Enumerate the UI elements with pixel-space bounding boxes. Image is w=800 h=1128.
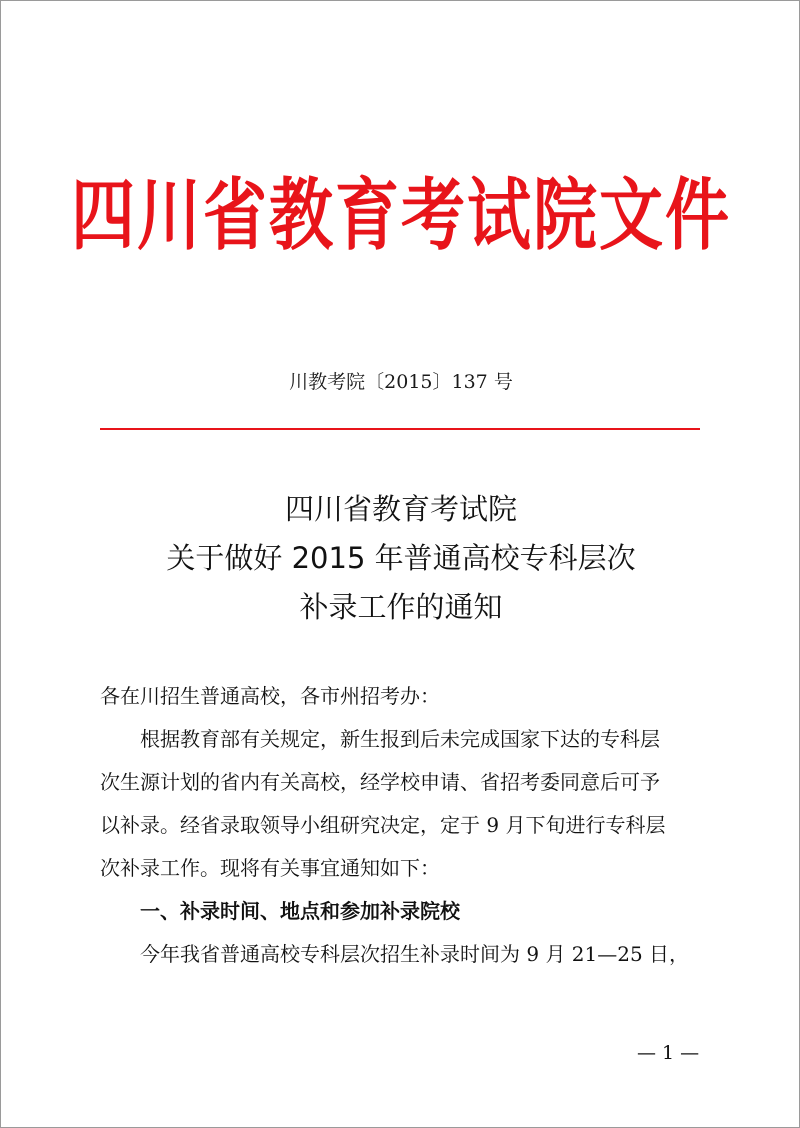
paragraph-line: 次补录工作。现将有关事宜通知如下： <box>100 856 440 880</box>
paragraph-line: 以补录。经省录取领导小组研究决定，定于 9 月下旬进行专科层 <box>100 813 666 837</box>
salutation: 各在川招生普通高校，各市州招考办： <box>100 684 440 708</box>
notice-title-line-3: 补录工作的通知 <box>299 590 503 624</box>
document-banner-title: 四川省教育考试院文件 <box>71 170 731 262</box>
paragraph-line: 次生源计划的省内有关高校，经学校申请、省招考委同意后可予 <box>100 770 660 794</box>
section-heading-1: 一、补录时间、地点和参加补录院校 <box>140 899 460 923</box>
notice-title-line-2: 关于做好 2015 年普通高校专科层次 <box>166 541 636 575</box>
red-divider-line <box>100 428 700 430</box>
paragraph-line: 今年我省普通高校专科层次招生补录时间为 9 月 21—25 日， <box>140 942 690 966</box>
paragraph-line: 根据教育部有关规定，新生报到后未完成国家下达的专科层 <box>140 727 660 751</box>
page-number: — 1 — <box>637 1042 700 1064</box>
document-number: 川教考院〔2015〕137 号 <box>289 371 513 393</box>
notice-title-line-1: 四川省教育考试院 <box>284 492 517 526</box>
